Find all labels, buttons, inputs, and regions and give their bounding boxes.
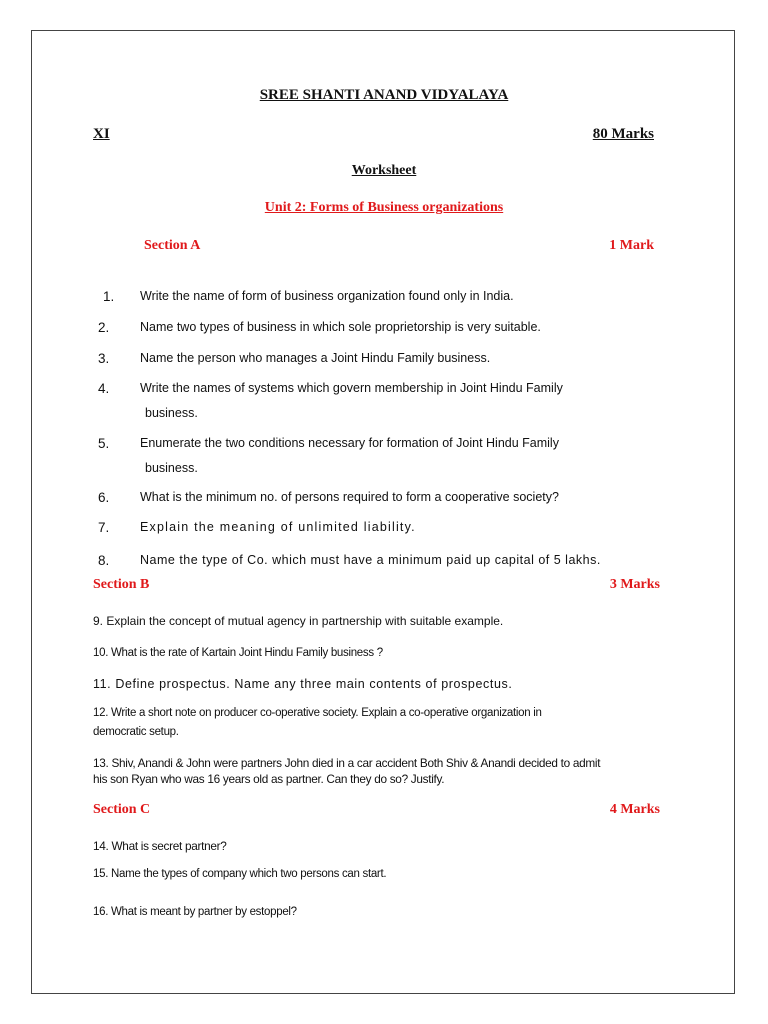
question-text-continued: business.: [145, 461, 198, 475]
question-number: 6.: [98, 490, 110, 505]
question-number: 3.: [98, 351, 110, 366]
question-text: Name two types of business in which sole proprietorship is very suitable.: [140, 320, 541, 334]
question-number: 4.: [98, 381, 110, 396]
school-name: SREE SHANTI ANAND VIDYALAYA: [259, 87, 509, 103]
section-b-label: Section B: [93, 577, 150, 592]
section-a-marks: 1 Mark: [609, 238, 654, 253]
question-text: Explain the meaning of unlimited liability.: [140, 520, 416, 534]
question-text: 14. What is secret partner?: [93, 839, 227, 853]
question-text: 9. Explain the concept of mutual agency in partnership with suitable example.: [93, 614, 504, 628]
question-text: Name the type of Co. which must have a minimum paid up capital of 5 lakhs.: [140, 553, 601, 567]
question-text-continued: democratic setup.: [93, 726, 179, 738]
question-text: 10. What is the rate of Kartain Joint Hindu Family business ?: [93, 647, 383, 659]
question-text: What is the minimum no. of persons required to form a cooperative society?: [140, 490, 559, 504]
question-text-continued: his son Ryan who was 16 years old as partner. Can they do so? Justify.: [93, 772, 445, 786]
section-c-marks: 4 Marks: [609, 802, 660, 817]
question-text: Write the names of systems which govern membership in Joint Hindu Family: [140, 381, 563, 395]
unit-title: Unit 2: Forms of Business organizations: [264, 200, 504, 215]
question-text: 15. Name the types of company which two persons can start.: [93, 868, 387, 880]
class-label: XI: [93, 126, 110, 142]
question-text: 11. Define prospectus. Name any three main contents of prospectus.: [93, 677, 513, 691]
section-c-label: Section C: [93, 802, 151, 817]
max-marks: 80 Marks: [592, 126, 654, 142]
question-number: 5.: [98, 436, 110, 451]
section-b-marks: 3 Marks: [609, 577, 660, 592]
question-text: Write the name of form of business organization found only in India.: [140, 289, 514, 303]
question-number: 8.: [98, 553, 110, 568]
section-a-label: Section A: [144, 238, 201, 253]
question-text: 16. What is meant by partner by estoppel?: [93, 906, 297, 918]
question-text: 12. Write a short note on producer co-operative society. Explain a co-operative organization in: [93, 707, 542, 719]
worksheet-title: Worksheet: [351, 163, 417, 178]
question-text-continued: business.: [145, 406, 198, 420]
question-text: Name the person who manages a Joint Hindu Family business.: [140, 351, 491, 365]
question-number: 7.: [98, 520, 110, 535]
question-text: 13. Shiv, Anandi & John were partners John died in a car accident Both Shiv & Anandi decided to admit: [93, 756, 601, 770]
question-number: 1.: [103, 289, 115, 304]
question-text: Enumerate the two conditions necessary for formation of Joint Hindu Family: [140, 436, 559, 450]
question-number: 2.: [98, 320, 110, 335]
